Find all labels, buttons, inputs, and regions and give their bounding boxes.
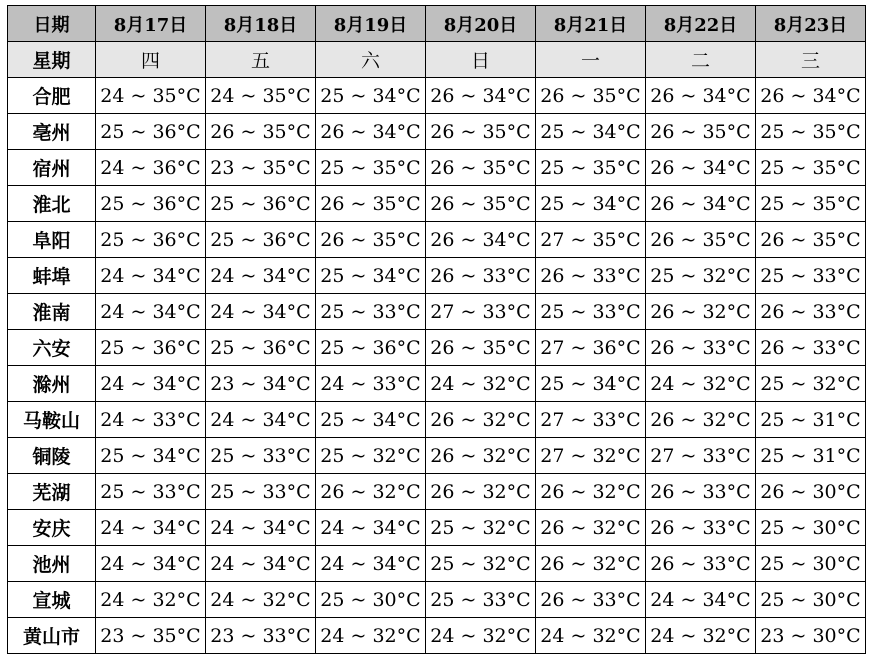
temperature-range: 26 ~ 35°C — [756, 222, 866, 258]
temperature-range: 24 ~ 35°C — [96, 78, 206, 114]
table-row — [8, 222, 866, 258]
temperature-range: 25 ~ 34°C — [96, 438, 206, 474]
city-name: 马鞍山 — [8, 402, 96, 438]
city-name: 滁州 — [8, 366, 96, 402]
temperature-range: 23 ~ 30°C — [756, 618, 866, 654]
temperature-range: 24 ~ 32°C — [646, 366, 756, 402]
temperature-range: 24 ~ 34°C — [206, 294, 316, 330]
temperature-range: 24 ~ 32°C — [316, 618, 426, 654]
temperature-range: 26 ~ 35°C — [426, 150, 536, 186]
temperature-range: 25 ~ 36°C — [206, 330, 316, 366]
weekday-label: 星期 — [8, 42, 96, 78]
temperature-range: 26 ~ 35°C — [646, 222, 756, 258]
temperature-range: 24 ~ 35°C — [206, 78, 316, 114]
temperature-range: 24 ~ 34°C — [316, 510, 426, 546]
temperature-range: 25 ~ 31°C — [756, 438, 866, 474]
temperature-range: 27 ~ 32°C — [536, 438, 646, 474]
temperature-range: 26 ~ 30°C — [756, 474, 866, 510]
temperature-range: 26 ~ 34°C — [646, 150, 756, 186]
temperature-range: 25 ~ 34°C — [316, 402, 426, 438]
table-row — [8, 402, 866, 438]
date-header: 8月23日 — [756, 6, 866, 42]
city-name: 芜湖 — [8, 474, 96, 510]
table-row — [8, 186, 866, 222]
table-row — [8, 438, 866, 474]
temperature-range: 25 ~ 32°C — [316, 438, 426, 474]
temperature-range: 24 ~ 32°C — [426, 366, 536, 402]
city-name: 阜阳 — [8, 222, 96, 258]
temperature-range: 25 ~ 33°C — [206, 474, 316, 510]
temperature-range: 26 ~ 34°C — [646, 186, 756, 222]
temperature-range: 25 ~ 36°C — [96, 114, 206, 150]
weekday-header: 三 — [756, 42, 866, 78]
date-header: 8月18日 — [206, 6, 316, 42]
temperature-range: 25 ~ 34°C — [536, 366, 646, 402]
temperature-range: 27 ~ 33°C — [536, 402, 646, 438]
weekday-header: 日 — [426, 42, 536, 78]
temperature-range: 25 ~ 34°C — [536, 114, 646, 150]
temperature-range: 23 ~ 35°C — [206, 150, 316, 186]
temperature-range: 24 ~ 34°C — [96, 294, 206, 330]
temperature-range: 26 ~ 32°C — [536, 546, 646, 582]
table-row — [8, 330, 866, 366]
city-name: 铜陵 — [8, 438, 96, 474]
temperature-range: 26 ~ 34°C — [426, 222, 536, 258]
temperature-range: 25 ~ 32°C — [426, 510, 536, 546]
forecast-table — [7, 5, 866, 654]
temperature-range: 25 ~ 35°C — [756, 186, 866, 222]
temperature-range: 26 ~ 32°C — [536, 510, 646, 546]
temperature-range: 25 ~ 35°C — [756, 150, 866, 186]
date-label: 日期 — [8, 6, 96, 42]
table-row — [8, 546, 866, 582]
temperature-range: 24 ~ 36°C — [96, 150, 206, 186]
temperature-range: 24 ~ 32°C — [426, 618, 536, 654]
temperature-range: 23 ~ 34°C — [206, 366, 316, 402]
temperature-range: 25 ~ 30°C — [756, 582, 866, 618]
temperature-range: 25 ~ 33°C — [206, 438, 316, 474]
header-row-weekdays — [8, 42, 866, 78]
temperature-range: 26 ~ 33°C — [646, 330, 756, 366]
temperature-range: 24 ~ 32°C — [96, 582, 206, 618]
temperature-range: 25 ~ 32°C — [426, 546, 536, 582]
temperature-range: 25 ~ 35°C — [316, 150, 426, 186]
temperature-range: 24 ~ 34°C — [646, 582, 756, 618]
temperature-range: 26 ~ 33°C — [756, 294, 866, 330]
temperature-range: 26 ~ 32°C — [426, 438, 536, 474]
table-row — [8, 510, 866, 546]
temperature-range: 25 ~ 32°C — [756, 366, 866, 402]
weekday-header: 六 — [316, 42, 426, 78]
temperature-range: 24 ~ 33°C — [96, 402, 206, 438]
temperature-range: 26 ~ 35°C — [646, 114, 756, 150]
temperature-range: 27 ~ 33°C — [646, 438, 756, 474]
date-header: 8月21日 — [536, 6, 646, 42]
temperature-range: 25 ~ 30°C — [316, 582, 426, 618]
table-row — [8, 258, 866, 294]
weekday-header: 四 — [96, 42, 206, 78]
temperature-range: 26 ~ 32°C — [426, 402, 536, 438]
temperature-range: 25 ~ 33°C — [426, 582, 536, 618]
temperature-range: 24 ~ 34°C — [96, 366, 206, 402]
temperature-range: 27 ~ 33°C — [426, 294, 536, 330]
temperature-range: 24 ~ 32°C — [536, 618, 646, 654]
temperature-range: 25 ~ 31°C — [756, 402, 866, 438]
temperature-range: 25 ~ 36°C — [316, 330, 426, 366]
weekday-header: 一 — [536, 42, 646, 78]
forecast-body — [8, 78, 866, 654]
temperature-range: 26 ~ 34°C — [426, 78, 536, 114]
table-row — [8, 366, 866, 402]
temperature-range: 23 ~ 35°C — [96, 618, 206, 654]
city-name: 宿州 — [8, 150, 96, 186]
temperature-range: 24 ~ 34°C — [206, 510, 316, 546]
temperature-range: 25 ~ 36°C — [96, 222, 206, 258]
temperature-range: 25 ~ 30°C — [756, 510, 866, 546]
table-row — [8, 78, 866, 114]
temperature-range: 26 ~ 35°C — [316, 222, 426, 258]
temperature-range: 24 ~ 34°C — [96, 546, 206, 582]
city-name: 黄山市 — [8, 618, 96, 654]
temperature-range: 27 ~ 36°C — [536, 330, 646, 366]
table-row — [8, 618, 866, 654]
temperature-range: 25 ~ 35°C — [756, 114, 866, 150]
temperature-range: 25 ~ 36°C — [206, 186, 316, 222]
temperature-range: 26 ~ 34°C — [646, 78, 756, 114]
date-header: 8月17日 — [96, 6, 206, 42]
city-name: 亳州 — [8, 114, 96, 150]
city-name: 合肥 — [8, 78, 96, 114]
temperature-range: 26 ~ 33°C — [646, 510, 756, 546]
temperature-range: 26 ~ 35°C — [426, 114, 536, 150]
date-header: 8月19日 — [316, 6, 426, 42]
temperature-range: 23 ~ 33°C — [206, 618, 316, 654]
temperature-range: 26 ~ 32°C — [316, 474, 426, 510]
city-name: 宣城 — [8, 582, 96, 618]
temperature-range: 26 ~ 35°C — [536, 78, 646, 114]
temperature-range: 24 ~ 32°C — [206, 582, 316, 618]
city-name: 淮南 — [8, 294, 96, 330]
table-row — [8, 114, 866, 150]
temperature-range: 25 ~ 33°C — [756, 258, 866, 294]
city-name: 六安 — [8, 330, 96, 366]
temperature-range: 25 ~ 34°C — [536, 186, 646, 222]
temperature-range: 26 ~ 32°C — [426, 474, 536, 510]
temperature-range: 26 ~ 32°C — [646, 294, 756, 330]
temperature-range: 25 ~ 34°C — [316, 78, 426, 114]
temperature-range: 25 ~ 36°C — [206, 222, 316, 258]
table-row — [8, 582, 866, 618]
temperature-range: 25 ~ 36°C — [96, 330, 206, 366]
temperature-range: 24 ~ 34°C — [206, 258, 316, 294]
table-row — [8, 294, 866, 330]
temperature-range: 24 ~ 34°C — [206, 546, 316, 582]
temperature-range: 24 ~ 34°C — [96, 258, 206, 294]
temperature-range: 25 ~ 34°C — [316, 258, 426, 294]
temperature-range: 24 ~ 34°C — [316, 546, 426, 582]
temperature-range: 25 ~ 35°C — [536, 150, 646, 186]
temperature-range: 24 ~ 33°C — [316, 366, 426, 402]
temperature-range: 25 ~ 33°C — [316, 294, 426, 330]
temperature-range: 26 ~ 35°C — [426, 330, 536, 366]
temperature-range: 26 ~ 33°C — [646, 546, 756, 582]
temperature-range: 27 ~ 35°C — [536, 222, 646, 258]
table-row — [8, 150, 866, 186]
temperature-range: 26 ~ 33°C — [756, 330, 866, 366]
temperature-range: 26 ~ 33°C — [646, 474, 756, 510]
header-row-dates — [8, 6, 866, 42]
temperature-range: 26 ~ 34°C — [316, 114, 426, 150]
temperature-range: 24 ~ 32°C — [646, 618, 756, 654]
temperature-range: 26 ~ 33°C — [536, 258, 646, 294]
temperature-range: 24 ~ 34°C — [206, 402, 316, 438]
city-name: 蚌埠 — [8, 258, 96, 294]
table-row — [8, 474, 866, 510]
temperature-range: 26 ~ 32°C — [536, 474, 646, 510]
weekday-header: 五 — [206, 42, 316, 78]
city-name: 池州 — [8, 546, 96, 582]
temperature-range: 26 ~ 35°C — [206, 114, 316, 150]
temperature-range: 26 ~ 32°C — [646, 402, 756, 438]
date-header: 8月20日 — [426, 6, 536, 42]
temperature-range: 25 ~ 33°C — [96, 474, 206, 510]
temperature-range: 26 ~ 33°C — [426, 258, 536, 294]
temperature-range: 25 ~ 33°C — [536, 294, 646, 330]
temperature-range: 25 ~ 36°C — [96, 186, 206, 222]
temperature-range: 26 ~ 33°C — [536, 582, 646, 618]
weekday-header: 二 — [646, 42, 756, 78]
temperature-range: 26 ~ 35°C — [316, 186, 426, 222]
temperature-range: 26 ~ 34°C — [756, 78, 866, 114]
temperature-range: 26 ~ 35°C — [426, 186, 536, 222]
temperature-range: 25 ~ 32°C — [646, 258, 756, 294]
city-name: 淮北 — [8, 186, 96, 222]
city-name: 安庆 — [8, 510, 96, 546]
temperature-range: 25 ~ 30°C — [756, 546, 866, 582]
temperature-range: 24 ~ 34°C — [96, 510, 206, 546]
date-header: 8月22日 — [646, 6, 756, 42]
